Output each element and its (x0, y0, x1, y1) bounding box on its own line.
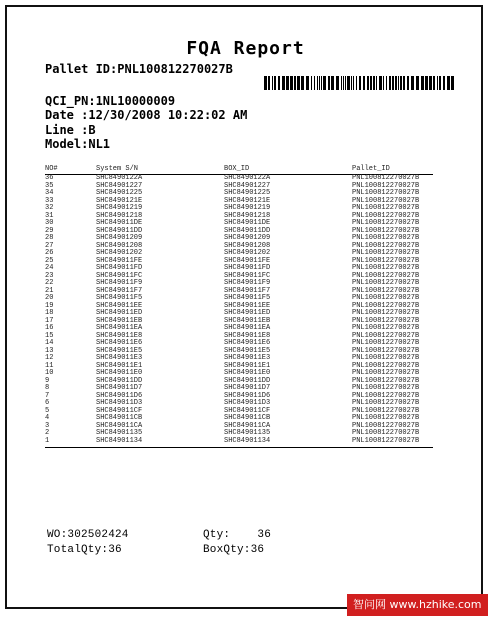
row-box-id: SHC849011FD (224, 264, 271, 272)
row-no: 27 (45, 241, 54, 250)
row-no: 2 (45, 429, 50, 437)
barcode-bar (437, 76, 438, 90)
row-system-sn: SHC849011E8 (96, 331, 143, 340)
barcode-bar (359, 76, 361, 90)
row-pallet-id: PNL100812270027B (352, 294, 420, 302)
model-line: Model:NL1 (45, 137, 111, 151)
row-system-sn: SHC8490122A (96, 174, 143, 182)
row-box-id: SHC849011DD (224, 376, 271, 385)
row-system-sn: SHC849011E5 (96, 346, 143, 355)
row-box-id: SHC84901208 (224, 241, 271, 250)
row-box-id: SHC849011E0 (224, 369, 271, 377)
barcode-bar (398, 76, 399, 90)
row-system-sn: SHC849011ED (96, 309, 143, 317)
barcode-bar (373, 76, 375, 90)
table-body (45, 175, 433, 445)
row-no: 14 (45, 339, 54, 347)
barcode-bar (323, 76, 326, 90)
row-box-id: SHC849011F7 (224, 286, 271, 295)
row-pallet-id: PNL100812270027B (352, 361, 420, 370)
row-system-sn: SHC8490121E (96, 196, 143, 205)
row-no: 11 (45, 361, 54, 370)
row-system-sn: SHC849011EE (96, 301, 143, 310)
row-box-id: SHC849011DD (224, 226, 271, 235)
row-box-id: SHC849011E1 (224, 361, 271, 370)
barcode-bar (343, 76, 344, 90)
row-system-sn: SHC849011CA (96, 421, 143, 430)
row-pallet-id: PNL100812270027B (352, 241, 420, 250)
barcode-bar (286, 76, 289, 90)
row-system-sn: SHC849011FE (96, 256, 143, 265)
barcode-bar (379, 76, 382, 90)
row-box-id: SHC849011CF (224, 406, 271, 415)
barcode-bar (264, 76, 267, 90)
row-box-id: SHC849011CB (224, 414, 271, 422)
barcode-bar (389, 76, 391, 90)
row-system-sn: SHC84901225 (96, 189, 143, 197)
barcode-bar (351, 76, 352, 90)
barcode-bar (274, 76, 276, 90)
barcode-bar (314, 76, 315, 90)
qci-pn-line: QCI_PN:1NL10000009 (45, 94, 176, 108)
row-box-id: SHC849011D7 (224, 384, 271, 392)
row-box-id: SHC84901219 (224, 204, 271, 212)
row-no: 15 (45, 331, 54, 340)
row-box-id: SHC849011ED (224, 309, 271, 317)
barcode-bar (336, 76, 339, 90)
row-no: 5 (45, 406, 50, 415)
col-header-box-id: BOX_ID (224, 165, 250, 173)
row-box-id: SHC849011D6 (224, 391, 271, 400)
row-pallet-id: PNL100812270027B (352, 339, 420, 347)
barcode-bar (319, 76, 320, 90)
barcode-bar (433, 76, 435, 90)
barcode-bar (400, 76, 402, 90)
row-pallet-id: PNL100812270027B (352, 354, 420, 362)
row-no: 30 (45, 219, 54, 227)
barcode-bar (451, 76, 454, 90)
box-qty-value: BoxQty:36 (203, 544, 265, 556)
row-system-sn: SHC84901227 (96, 181, 143, 190)
row-system-sn: SHC849011EB (96, 316, 143, 325)
row-no: 33 (45, 196, 54, 205)
row-no: 7 (45, 391, 50, 400)
row-system-sn: SHC849011F5 (96, 294, 143, 302)
row-no: 26 (45, 249, 54, 257)
row-pallet-id: PNL100812270027B (352, 181, 420, 190)
barcode-bar (383, 76, 384, 90)
barcode-bar (294, 76, 296, 90)
row-system-sn: SHC849011FD (96, 264, 143, 272)
row-pallet-id: PNL100812270027B (352, 271, 420, 280)
row-system-sn: SHC84901134 (96, 436, 143, 445)
row-no: 4 (45, 414, 50, 422)
row-box-id: SHC84901209 (224, 234, 271, 242)
barcode-bar (386, 76, 387, 90)
barcode-bar (311, 76, 312, 90)
report-title: FQA Report (186, 38, 305, 59)
barcode-bar (301, 76, 304, 90)
row-box-id: SHC849011EE (224, 301, 271, 310)
row-no: 28 (45, 234, 54, 242)
row-no: 3 (45, 421, 50, 430)
row-pallet-id: PNL100812270027B (352, 196, 420, 205)
row-system-sn: SHC84901209 (96, 234, 143, 242)
row-system-sn: SHC849011F7 (96, 286, 143, 295)
barcode-bar (328, 76, 330, 90)
row-pallet-id: PNL100812270027B (352, 324, 420, 332)
col-header-no: NO# (45, 165, 58, 173)
row-pallet-id: PNL100812270027B (352, 234, 420, 242)
row-system-sn: SHC849011CB (96, 414, 143, 422)
table-row (45, 438, 433, 446)
row-box-id: SHC8490121E (224, 196, 271, 205)
site-watermark-logo: 智问网 www.hzhike.com (347, 594, 488, 616)
barcode-bar (321, 76, 322, 90)
row-system-sn: SHC849011D3 (96, 399, 143, 407)
row-pallet-id: PNL100812270027B (352, 286, 420, 295)
row-system-sn: SHC849011D6 (96, 391, 143, 400)
row-system-sn: SHC84901218 (96, 211, 143, 220)
row-box-id: SHC84901225 (224, 189, 271, 197)
pallet-id-line: Pallet ID:PNL100812270027B (45, 62, 233, 76)
barcode-bar (443, 76, 445, 90)
row-box-id: SHC849011EA (224, 324, 271, 332)
row-box-id: SHC849011D3 (224, 399, 271, 407)
barcode-bar (278, 76, 280, 90)
row-box-id: SHC849011E6 (224, 339, 271, 347)
table-bottom-rule (45, 447, 433, 448)
row-box-id: SHC849011E8 (224, 331, 271, 340)
row-box-id: SHC849011DE (224, 219, 271, 227)
barcode-bar (347, 76, 350, 90)
barcode-bar (407, 76, 409, 90)
row-box-id: SHC849011F9 (224, 279, 271, 287)
barcode-bar (447, 76, 450, 90)
row-box-id: SHC849011EB (224, 316, 271, 325)
row-pallet-id: PNL100812270027B (352, 436, 420, 445)
row-pallet-id: PNL100812270027B (352, 369, 420, 377)
row-no: 29 (45, 226, 54, 235)
row-system-sn: SHC849011E0 (96, 369, 143, 377)
row-no: 20 (45, 294, 54, 302)
row-pallet-id: PNL100812270027B (352, 211, 420, 220)
row-box-id: SHC849011E3 (224, 354, 271, 362)
row-box-id: SHC84901135 (224, 429, 271, 437)
barcode-bar (363, 76, 365, 90)
serial-table (45, 165, 433, 448)
barcode-bar (416, 76, 419, 90)
row-pallet-id: PNL100812270027B (352, 264, 420, 272)
row-system-sn: SHC849011E1 (96, 361, 143, 370)
row-box-id: SHC84901202 (224, 249, 271, 257)
row-box-id: SHC849011FC (224, 271, 271, 280)
row-pallet-id: PNL100812270027B (352, 384, 420, 392)
row-no: 34 (45, 189, 54, 197)
row-pallet-id: PNL100812270027B (352, 346, 420, 355)
row-system-sn: SHC84901208 (96, 241, 143, 250)
row-pallet-id: PNL100812270027B (352, 429, 420, 437)
barcode-bar (439, 76, 441, 90)
row-system-sn: SHC849011DD (96, 226, 143, 235)
row-no: 25 (45, 256, 54, 265)
row-no: 35 (45, 181, 54, 190)
barcode-bar (317, 76, 318, 90)
barcode-bar (297, 76, 300, 90)
row-system-sn: SHC84901135 (96, 429, 143, 437)
row-box-id: SHC84901134 (224, 436, 271, 445)
line-line: Line :B (45, 123, 96, 137)
row-pallet-id: PNL100812270027B (352, 421, 420, 430)
row-pallet-id: PNL100812270027B (352, 301, 420, 310)
barcode-bar (429, 76, 432, 90)
row-no: 8 (45, 384, 50, 392)
row-pallet-id: PNL100812270027B (352, 249, 420, 257)
row-system-sn: SHC849011E6 (96, 339, 143, 347)
row-pallet-id: PNL100812270027B (352, 219, 420, 227)
row-no: 13 (45, 346, 54, 355)
row-pallet-id: PNL100812270027B (352, 406, 420, 415)
barcode-bar (425, 76, 428, 90)
barcode-bar (392, 76, 394, 90)
wo-number: WO:302502424 (47, 529, 129, 541)
barcode-bar (421, 76, 424, 90)
row-system-sn: SHC84901202 (96, 249, 143, 257)
row-no: 32 (45, 204, 54, 212)
row-system-sn: SHC849011FC (96, 271, 143, 280)
row-system-sn: SHC849011CF (96, 406, 143, 415)
row-pallet-id: PNL100812270027B (352, 376, 420, 385)
row-pallet-id: PNL100812270027B (352, 331, 420, 340)
barcode-bar (272, 76, 273, 90)
row-system-sn: SHC849011EA (96, 324, 143, 332)
row-no: 36 (45, 174, 54, 182)
row-no: 10 (45, 369, 54, 377)
row-pallet-id: PNL100812270027B (352, 256, 420, 265)
row-pallet-id: PNL100812270027B (352, 391, 420, 400)
row-pallet-id: PNL100812270027B (352, 204, 420, 212)
col-header-pallet-id: Pallet_ID (352, 165, 390, 173)
row-pallet-id: PNL100812270027B (352, 316, 420, 325)
row-box-id: SHC84901218 (224, 211, 271, 220)
row-no: 23 (45, 271, 54, 280)
barcode-bar (411, 76, 414, 90)
row-pallet-id: PNL100812270027B (352, 189, 420, 197)
barcode-bar (331, 76, 334, 90)
row-system-sn: SHC849011D7 (96, 384, 143, 392)
barcode-bar (345, 76, 346, 90)
row-no: 6 (45, 399, 50, 407)
row-box-id: SHC84901227 (224, 181, 271, 190)
row-system-sn: SHC84901219 (96, 204, 143, 212)
row-box-id: SHC8490122A (224, 174, 271, 182)
barcode-bar (268, 76, 270, 90)
row-system-sn: SHC849011DE (96, 219, 143, 227)
barcode-bar (395, 76, 397, 90)
qty-value: Qty: 36 (203, 529, 272, 541)
row-no: 18 (45, 309, 54, 317)
row-pallet-id: PNL100812270027B (352, 309, 420, 317)
row-no: 19 (45, 301, 54, 310)
date-line: Date :12/30/2008 10:22:02 AM (45, 108, 248, 122)
row-pallet-id: PNL100812270027B (352, 414, 420, 422)
row-box-id: SHC849011CA (224, 421, 271, 430)
row-no: 9 (45, 376, 50, 385)
row-pallet-id: PNL100812270027B (352, 226, 420, 235)
barcode-bar (353, 76, 354, 90)
row-system-sn: SHC849011F9 (96, 279, 143, 287)
row-system-sn: SHC849011E3 (96, 354, 143, 362)
barcode-bar (370, 76, 372, 90)
barcode-bar (341, 76, 342, 90)
barcode-bar (290, 76, 293, 90)
row-box-id: SHC849011F5 (224, 294, 271, 302)
row-no: 1 (45, 436, 50, 445)
row-box-id: SHC849011E5 (224, 346, 271, 355)
row-pallet-id: PNL100812270027B (352, 279, 420, 287)
barcode-bar (282, 76, 285, 90)
row-no: 21 (45, 286, 54, 295)
barcode-bar (403, 76, 405, 90)
col-header-system-sn: System S/N (96, 165, 139, 173)
row-no: 17 (45, 316, 54, 325)
barcode-bar (356, 76, 357, 90)
barcode-bar (306, 76, 309, 90)
barcode-bar (376, 76, 377, 90)
row-no: 16 (45, 324, 54, 332)
row-box-id: SHC849011FE (224, 256, 271, 265)
row-no: 24 (45, 264, 54, 272)
total-qty-value: TotalQty:36 (47, 544, 122, 556)
row-no: 31 (45, 211, 54, 220)
pallet-barcode (264, 76, 456, 90)
row-no: 12 (45, 354, 54, 362)
barcode-bar (367, 76, 369, 90)
row-system-sn: SHC849011DD (96, 376, 143, 385)
row-pallet-id: PNL100812270027B (352, 174, 420, 182)
row-no: 22 (45, 279, 54, 287)
row-pallet-id: PNL100812270027B (352, 399, 420, 407)
